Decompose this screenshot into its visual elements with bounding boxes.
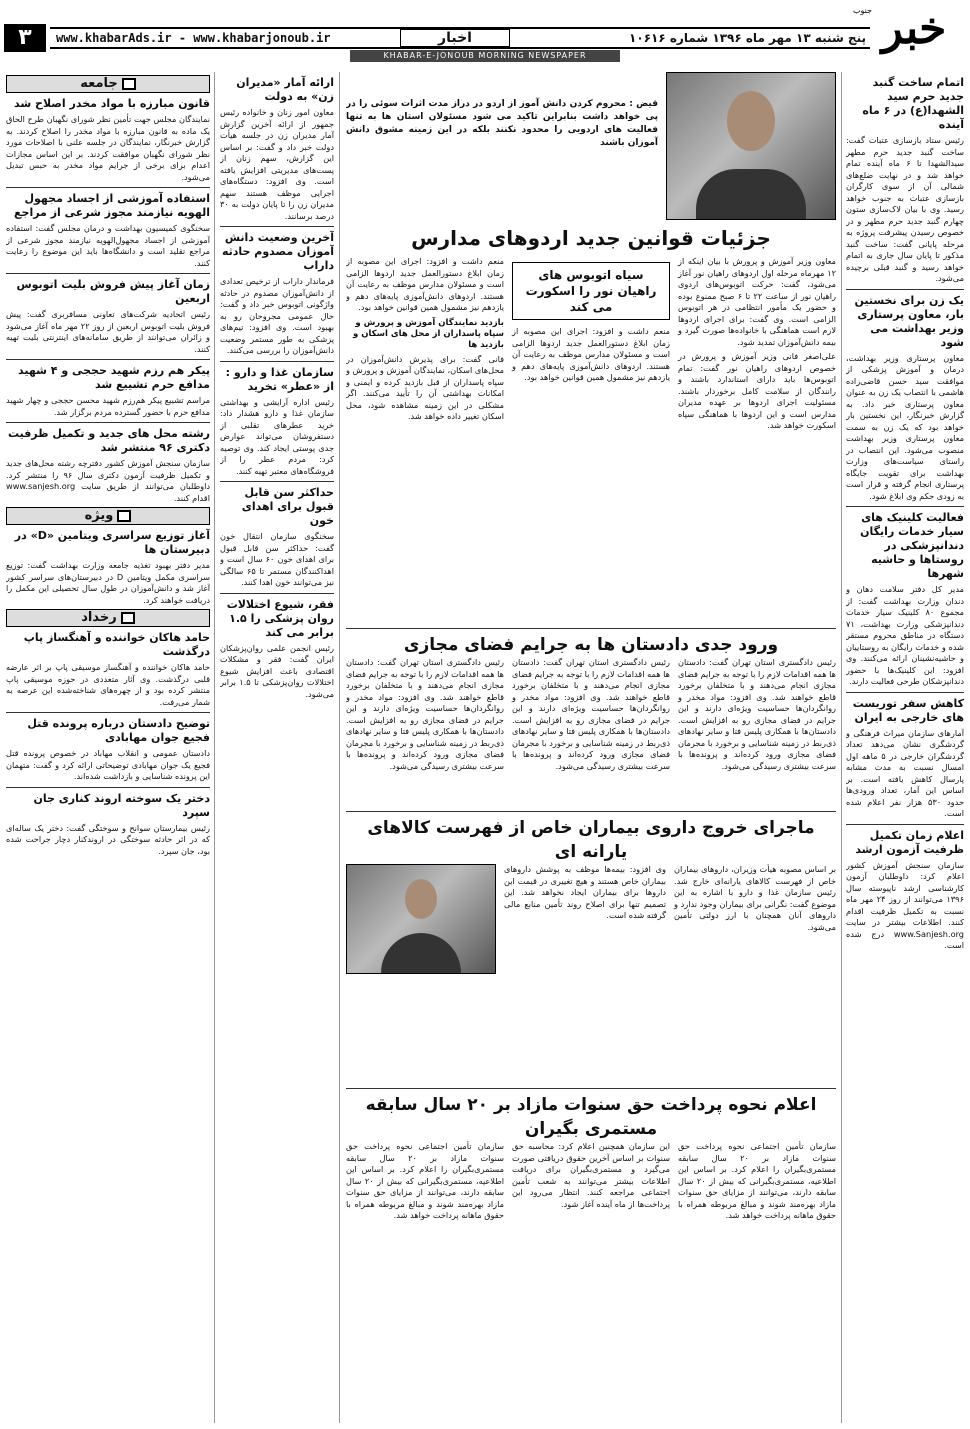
divider xyxy=(220,361,334,362)
photo-caption: قیض : محروم کردن دانش آموز از اردو در دراز مدت اثرات سوئی را در پی خواهد داشت بنابراین تاکید می شود مسئولان استان ها به تنها فعالیت های اردویی را محدود نکنند بلکه در این زمینه مشوق دانش آموزان باشند xyxy=(346,99,658,148)
article-text: سازمان تأمین اجتماعی نحوه پرداخت حق سنوات مازاد بر ۲۰ سال سابقه مستمری‌بگیران را اعلام کرد. بر اساس این اطلاعیه، مستمری‌بگیرانی که بیش از ۲۰ سال سابقه دارند، می‌توانند از مزایای حق سنوات مازاد بهره‌مند شوند و مبالغ مربوطه همراه با حقوق ماهانه پرداخت خواهد شد. xyxy=(678,1141,836,1220)
shirt-shape xyxy=(381,933,461,973)
main-area xyxy=(346,72,836,1423)
article-text: رئیس اتحادیه شرکت‌های تعاونی مسافربری گفت: پیش فروش بلیت اتوبوس اربعین از روز ۲۲ مهر ماه آغاز می‌شود و زائران می‌توانند از طریق سامانه‌های اینترنتی بلیت تهیه کنند. xyxy=(6,309,210,354)
article-text: وی افزود: بیمه‌ها موظف به پوشش داروهای بیماران خاص هستند و هیچ تغییری در قیمت این داروها برای بیماران ایجاد نخواهد شد. این تصمیم تنها برای اصلاح روند تأمین منابع مالی گرفته شده است. xyxy=(504,864,666,920)
article-text: سخنگوی سازمان انتقال خون گفت: حداکثر سن قابل قبول برای اهدای خون ۶۰ سال است و اهداکنندگان مستمر تا ۶۵ سالگی نیز می‌توانند خون اهدا کنند. xyxy=(220,531,334,587)
mid-body xyxy=(346,657,836,807)
headline: دختر یک سوخته اروند کناری جان سپرد xyxy=(33,791,210,819)
section-label-text: رخداد xyxy=(81,610,117,625)
section-icon xyxy=(117,510,131,522)
article-text: دادستان عمومی و انقلاب مهاباد در خصوص پرونده قتل فجیع یک جوان مهابادی توضیحاتی ارائه کرد و گفت: متهمان این پرونده شناسایی و بازداشت شده‌اند. xyxy=(6,748,210,781)
divider xyxy=(346,628,836,629)
article-text: رئیس انجمن علمی روان‌پزشکان ایران گفت: فقر و مشکلات اقتصادی باعث افزایش شیوع اختلالات روان‌پزشکی تا ۱.۵ برابر می‌شود. xyxy=(220,642,334,699)
article-text: رئیس دادگستری استان تهران گفت: دادستان ها همه اقدامات لازم را با توجه به جرایم فضای مجازی انجام می‌دهند و با متخلفان برخورد قاطع خواهند شد. وی افزود: مواد مخدر و روانگردان‌ها حساسیت ویژه‌ای دارند و این جرایم در فضای مجازی رو به افزایش است. دادستان‌ها با همکاری پلیس فتا و سایر نهادهای ذی‌ربط در زمینه شناسایی و برخورد با مجرمان فضای مجازی ورود کرده‌اند و پرونده‌ها با سرعت بیشتری رسیدگی می‌شود. xyxy=(512,657,670,771)
divider xyxy=(346,811,836,812)
mid-headline: ورود جدی دادستان ها به جرایم فضای مجازی xyxy=(403,635,779,655)
newspaper-logo: خبر xyxy=(881,3,947,54)
section-label xyxy=(6,507,210,525)
headline: سازمان غذا و دارو : از «عطر» تخرید xyxy=(225,365,334,393)
headline: استفاده آموزشی از اجساد مجهول الهویه نیازمند مجوز شرعی از مراجع xyxy=(14,192,210,219)
article-text: مدیر کل دفتر سلامت دهان و دندان وزارت بهداشت گفت: از مجموع ۸۰ کلینیک سیار خدمات دندانپزشکی وزارت بهداشت، ۷۱ دستگاه در مناطق محروم مستقر شده و خدمات رایگان به روستاییان و حاشیه‌نشینان ارائه می‌کنند. وی افزود: این کلینیک‌ها با حضور دندانپزشکان طرحی فعالیت دارند. xyxy=(846,584,964,686)
article-text: رئیس دادگستری استان تهران گفت: دادستان ها همه اقدامات لازم را با توجه به جرایم فضای مجازی انجام می‌دهند و با متخلفان برخورد قاطع خواهند شد. وی افزود: مواد مخدر و روانگردان‌ها حساسیت ویژه‌ای دارند و این جرایم در فضای مجازی رو به افزایش است. دادستان‌ها با همکاری پلیس فتا و سایر نهادهای ذی‌ربط در زمینه شناسایی و برخورد با مجرمان فضای مجازی ورود کرده‌اند و پرونده‌ها با سرعت بیشتری رسیدگی می‌شود. xyxy=(678,657,836,771)
divider xyxy=(220,226,334,227)
dateline: پنج شنبه ۱۳ مهر ماه ۱۳۹۶ شماره ۱۰۶۱۶ xyxy=(629,31,866,45)
lead-headline: جزئیات قوانین جدید اردوهای مدارس xyxy=(411,226,771,250)
article-text: بر اساس مصوبه هیأت وزیران، داروهای بیماران خاص از فهرست کالاهای یارانه‌ای خارج شد. رئیس سازمان غذا و دارو با اشاره به این موضوع گفت: نگرانی برای بیماران وجود ندارد و داروهای آنان همچنان با ارز دولتی تأمین می‌شود. xyxy=(674,864,836,932)
highlight-box: سیاه اتوبوس های راهیان نور را اسکورت می کند xyxy=(512,262,670,320)
lead-top xyxy=(346,72,836,220)
masthead xyxy=(0,0,970,70)
article-text: رئیس اداره آرایشی و بهداشتی سازمان غذا و دارو هشدار داد: خرید عطرهای تقلبی از دستفروشان می‌تواند عوارض جدی پوستی ایجاد کند. وی توصیه کرد: مردم عطر را از فروشگاه‌های معتبر تهیه کنند. xyxy=(220,396,334,476)
column-rule xyxy=(841,72,842,1423)
article-text: معاون امور زنان و خانواده رئیس جمهور از ارائه آخرین گزارش آمار مدیران زن در جلسه هیأت دولت خبر داد و گفت: بر اساس این گزارش، سهم زنان از پست‌های مدیریتی افزایش یافته است. وی افزود: دستگاه‌های اجرایی موظف هستند سهم مدیران زن را تا پایان دولت به ۳۰ درصد برسانند. xyxy=(220,107,334,221)
left-column xyxy=(6,72,210,1423)
right-column xyxy=(846,72,964,1423)
headline: اعلام زمان تکمیل ظرفیت آزمون ارشد xyxy=(855,828,964,856)
headline: فقر، شیوع اختلالات روان پزشکی را ۱.۵ برابر می کند xyxy=(226,597,334,639)
headline: قانون مبارزه با مواد مخدر اصلاح شد xyxy=(14,97,210,110)
article-text: منعم داشت و افزود: اجرای این مصوبه از زمان ابلاغ دستورالعمل جدید اردوها الزامی است و مسئولان مدارس موظف به رعایت آن هستند. اردوهای دانش‌آموزی پایه‌های دهم و یازدهم نیز مشمول همین قوانین خواهد بود. xyxy=(346,256,504,312)
face-shape xyxy=(727,91,775,151)
divider xyxy=(6,187,210,188)
headline: حداکثر سن قابل قبول برای اهدای خون xyxy=(241,486,334,527)
section-label xyxy=(6,75,210,93)
headline: آغاز توزیع سراسری ویتامین «D» در دبیرستان ها xyxy=(14,529,210,556)
section-label-text: جامعه xyxy=(80,76,118,91)
article-text: رئیس دادگستری استان تهران گفت: دادستان ها همه اقدامات لازم را با توجه به جرایم فضای مجازی انجام می‌دهند و با متخلفان برخورد قاطع خواهند شد. وی افزود: مواد مخدر و روانگردان‌ها حساسیت ویژه‌ای دارند و این جرایم در فضای مجازی رو به افزایش است. دادستان‌ها با همکاری پلیس فتا و سایر نهادهای ذی‌ربط در زمینه شناسایی و برخورد با مجرمان فضای مجازی ورود کرده‌اند و پرونده‌ها با سرعت بیشتری رسیدگی می‌شود. xyxy=(346,657,504,771)
article-text: علی‌اصغر فانی وزیر آموزش و پرورش در خصوص اردوهای راهیان نور گفت: تمام اتوبوس‌ها باید دارای استاندارد باشند و رانندگان از سلامت کامل برخوردار باشند. مسئولیت اجرای اردوها بر عهده مدیران مدارس است و این اردوها با هماهنگی سپاه اسکورت خواهد شد. xyxy=(678,351,836,430)
headline: پیکر هم رزم شهید حججی و ۴ شهید مدافع حرم تشییع شد xyxy=(18,364,210,391)
section-label xyxy=(6,609,210,627)
section-icon xyxy=(122,78,136,90)
divider xyxy=(6,359,210,360)
headline: ارائه آمار «مدیران زن» به دولت xyxy=(236,76,334,103)
subheading: بازدید نمایندگان آموزش و پرورش و سپاه پاسداران از محل های اسکان و بازدید ها xyxy=(352,317,504,350)
bottom-body xyxy=(346,1141,836,1291)
article-text: فانی گفت: برای پذیرش دانش‌آموزان در محل‌های اسکان، نمایندگان آموزش و پرورش و سپاه پاسداران از قبل بازدید کرده و ایمنی و امکانات بهداشتی آن را تأیید می‌کنند. اگر مشکلی در این زمینه مشاهده شود، محل اسکان تغییر داده خواهد شد. xyxy=(346,353,504,421)
headline: رشته محل های جدید و تکمیل ظرفیت دکتری ۹۶ منتشر شد xyxy=(7,427,210,454)
headline: یک زن برای نخستین بار، معاون پرستاری وزیر بهداشت می شود xyxy=(854,293,964,349)
article-text: فرماندار داراب از ترخیص تعدادی از دانش‌آموزان مصدوم در حادثه واژگونی اتوبوس خبر داد و گفت: حال عمومی مجروحان رو به بهبود است. وی افزود: تیم‌های پزشکی به طور مستمر وضعیت دانش‌آموزان را بررسی می‌کنند. xyxy=(220,276,334,355)
column-rule xyxy=(339,72,340,1423)
column-rule xyxy=(214,72,215,1423)
divider xyxy=(6,787,210,788)
article-text: سازمان سنجش آموزش کشور دفترچه رشته محل‌های جدید و تکمیل ظرفیت آزمون دکتری سال ۹۶ را منتشر کرد. داوطلبان می‌توانند از طریق سایت www.sanjesh.org اقدام کنند. xyxy=(6,458,210,503)
shirt-shape xyxy=(696,169,806,219)
article-text: سازمان سنجش آموزش کشور اعلام کرد: داوطلبان آزمون کارشناسی ارشد ناپیوسته سال ۱۳۹۶ می‌توانند از روز ۲۴ مهر ماه نسبت به تکمیل ظرفیت اقدام کنند. اطلاعات بیشتر در سایت www.Sanjesh.org درج شده است. xyxy=(846,859,964,950)
divider xyxy=(6,273,210,274)
bottom-headline: اعلام نحوه پرداخت حق سنوات مازاد بر ۲۰ سال سابقه مستمری بگیران xyxy=(365,1095,817,1139)
divider xyxy=(220,481,334,482)
header-bar xyxy=(50,27,870,49)
divider xyxy=(6,712,210,713)
website-url: www.khabarAds.ir - www.khabarjonoub.ir xyxy=(56,31,331,45)
drug-headline: ماجرای خروج داروی بیماران خاص از فهرست کالاهای یارانه ای xyxy=(367,818,815,862)
headline: آخرین وضعیت دانش آموزان مصدوم حادثه داراب xyxy=(221,231,334,272)
section-title: اخبار xyxy=(400,29,510,47)
headline: کاهش سفر توریست های خارجی به ایران xyxy=(852,696,964,724)
article-text: این سازمان همچنین اعلام کرد: محاسبه حق سنوات بر اساس آخرین حقوق دریافتی صورت می‌گیرد و مستمری‌بگیران برای دریافت اطلاعات بیشتر می‌توانند به شعب تأمین اجتماعی مراجعه کنند. انتظار می‌رود این پرداخت‌ها از ماه آینده آغاز شود. xyxy=(512,1141,670,1209)
middle-column xyxy=(220,72,334,1423)
divider xyxy=(6,422,210,423)
article-text: سازمان تأمین اجتماعی نحوه پرداخت حق سنوات مازاد بر ۲۰ سال سابقه مستمری‌بگیران را اعلام کرد. بر اساس این اطلاعیه، مستمری‌بگیرانی که بیش از ۲۰ سال سابقه دارند، می‌توانند از مزایای حق سنوات مازاد بهره‌مند شوند و مبالغ مربوطه همراه با حقوق ماهانه پرداخت خواهد شد. xyxy=(346,1141,504,1220)
divider xyxy=(846,692,964,693)
divider xyxy=(220,593,334,594)
tagline-bar: KHABAR-E-JONOUB MORNING NEWSPAPER xyxy=(350,50,620,62)
headline: حامد هاکان خواننده و آهنگساز پاپ درگذشت xyxy=(23,631,210,658)
article-text: رئیس بیمارستان سوانح و سوختگی گفت: دختر یک ساله‌ای که در اثر حادثه سوختگی در اروندکنار دچار جراحت شده بود، جان سپرد. xyxy=(6,822,210,856)
portrait-photo xyxy=(666,72,836,220)
headline: توضیح دادستان درباره پرونده قتل فجیع جوان مهابادی xyxy=(27,717,210,744)
article-text: آمارهای سازمان میراث فرهنگی و گردشگری نشان می‌دهد تعداد گردشگران خارجی در ۵ ماهه اول امسال نسبت به مدت مشابه پارسال کاهش یافته است. بر اساس این آمار، تعداد ورودی‌ها حدود ۵۳۰ هزار نفر اعلام شده است. xyxy=(846,727,964,818)
face-shape xyxy=(405,879,437,919)
section-label-text: ویژه xyxy=(84,508,114,523)
divider xyxy=(346,1088,836,1089)
article-text: نمایندگان مجلس جهت تأمین نظر شورای نگهبان طرح الحاق یک ماده به قانون مبارزه با مواد مخدر را اصلاح کردند. به گزارش خبرنگار، نمایندگان در جلسه علنی با اصلاحات مورد نظر شورای نگهبان موافقت کردند. بر این اساس مجازات اعدام برای برخی از جرایم مواد مخدر به حبس تبدیل می‌شود. xyxy=(6,114,210,182)
official-photo xyxy=(346,864,496,974)
section-icon xyxy=(121,612,135,624)
headline: اتمام ساخت گنبد جدید حرم سید الشهدا(ع) در ۶ ماه آینده xyxy=(862,76,964,131)
divider xyxy=(846,506,964,507)
headline: زمان آغاز پیش فروش بلیت اتوبوس اربعین xyxy=(16,278,210,305)
logo-subtitle: جنوب xyxy=(852,6,872,15)
article-text: معاون پرستاری وزیر بهداشت، درمان و آموزش پزشکی از موافقت سید حسن قاضی‌زاده هاشمی با انتصاب یک زن به عنوان معاون پرستاری خبر داد. به گزارش خبرنگار، این نخستین بار خواهد بود که یک زن به سمت معاون پرستاری وزیر بهداشت منصوب می‌شود. این انتصاب در راستای سیاست‌های وزارت بهداشت برای تقویت جایگاه پرستاری انجام گرفته و قرار است به زودی حکم وی ابلاغ شود. xyxy=(846,352,964,501)
article-text: رئیس ستاد بازسازی عتبات گفت: ساخت گنبد جدید حرم مطهر سیدالشهدا تا ۶ ماه آینده تمام خواهد شد و در نهایت ضلع‌های شمالی آن از سوی کارگران بازسازی عتبات به جنوب خواهد رسید. وی با بیان لاک‌سازی ستون چهارم گنبد جدید حرم مطهر و در خصوص رسیدن پیشرفت پروژه به مرحله پایانی گفت: ساخت گنبد مذکور تا پایان سال جاری به اتمام خواهد رسید و گنبد قبلی برچیده می‌شود. xyxy=(846,135,964,283)
headline: فعالیت کلینیک های سیار خدمات رایگان دندانپزشکی در روستاها و حاشیه شهرها xyxy=(860,511,964,580)
article-text: حامد هاکان خواننده و آهنگساز موسیقی پاپ بر اثر عارضه قلبی درگذشت. وی آثار متعددی در حوزه موسیقی پاپ منتشر کرده بود و از چهره‌های شناخته‌شده این عرصه به شمار می‌رفت. xyxy=(6,662,210,707)
drug-body xyxy=(346,864,836,1084)
article-text: مراسم تشییع پیکر هم‌رزم شهید محسن حججی و چهار شهید مدافع حرم با حضور گسترده مردم برگزار شد. xyxy=(6,395,210,417)
article-text: معاون وزیر آموزش و پرورش با بیان اینکه از ۱۲ مهرماه مرحله اول اردوهای راهیان نور آغاز می‌شود، گفت: حرکت اتوبوس‌های اردوی راهیان نور از ساعت ۲۲ تا ۶ صبح ممنوع بوده و حضور یک مأمور انتظامی در هر اتوبوس الزامی است. وی گفت: برای اجرای اردوها لازم است هماهنگی با خانواده‌ها صورت گیرد و بیمه دانش‌آموزان تمدید شود. xyxy=(678,256,836,347)
article-text: مدیر دفتر بهبود تغذیه جامعه وزارت بهداشت گفت: توزیع سراسری مکمل ویتامین D در دبیرستان‌های سراسر کشور آغاز شد و دانش‌آموزان در طول سال تحصیلی این مکمل را دریافت خواهند کرد. xyxy=(6,560,210,605)
divider xyxy=(846,824,964,825)
divider xyxy=(846,289,964,290)
article-text: سخنگوی کمیسیون بهداشت و درمان مجلس گفت: استفاده آموزشی از اجساد مجهول‌الهویه نیازمند مجوز شرعی از مراجع تقلید است و دانشگاه‌ها باید این موضوع را رعایت کنند. xyxy=(6,223,210,268)
article-text: منعم داشت و افزود: اجرای این مصوبه از زمان ابلاغ دستورالعمل جدید اردوها الزامی است و مسئولان مدارس موظف به رعایت آن هستند. اردوهای دانش‌آموزی پایه‌های دهم و یازدهم نیز مشمول همین قوانین خواهد بود. xyxy=(512,326,670,382)
lead-body xyxy=(346,256,836,624)
page-number: ۳ xyxy=(4,24,46,52)
